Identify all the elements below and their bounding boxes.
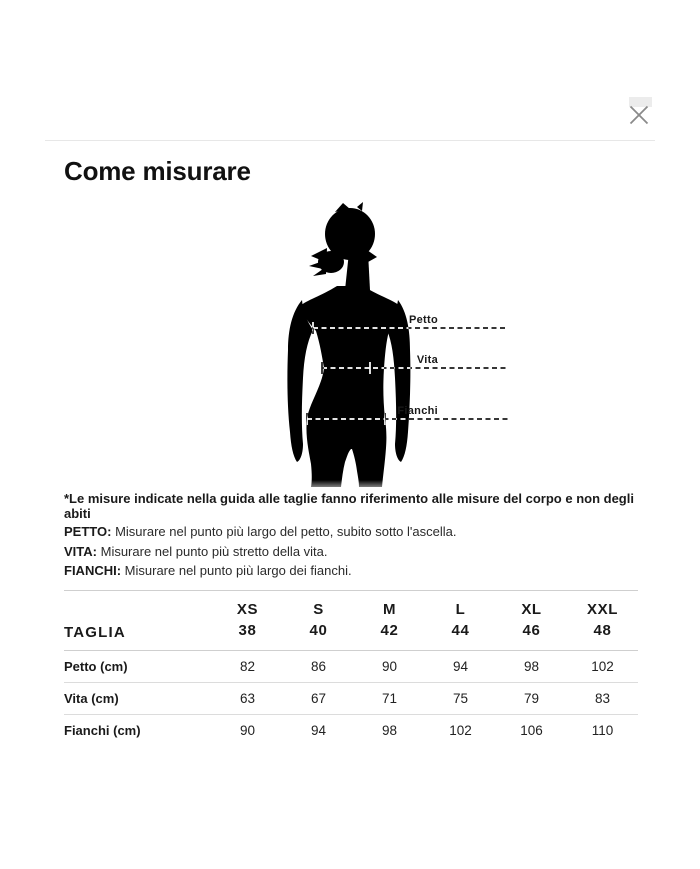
petto-label: Petto <box>409 314 438 326</box>
measure-note: *Le misure indicate nella guida alle taglie fanno riferimento alle misure del corpo e non degli abiti <box>64 491 634 521</box>
table-cell: 98 <box>523 659 540 674</box>
row-label: Vita (cm) <box>64 691 119 706</box>
definition-desc: Misurare nel punto più largo dei fianchi. <box>124 563 352 578</box>
definition-term: FIANCHI: <box>64 563 122 578</box>
table-cell: 79 <box>523 691 540 706</box>
definition-petto <box>64 522 664 542</box>
definition-desc: Misurare nel punto più largo del petto, subito sotto l'ascella. <box>115 524 457 539</box>
measure-definitions <box>64 522 664 581</box>
close-button[interactable] <box>626 102 652 128</box>
table-cell: 86 <box>310 659 327 674</box>
table-header-row <box>64 591 638 651</box>
table-cell: 94 <box>452 659 469 674</box>
table-cell: 67 <box>310 691 327 706</box>
column-header-xl: XL 46 <box>521 601 542 639</box>
table-header-taglia: TAGLIA <box>64 624 126 641</box>
close-icon <box>629 105 649 125</box>
table-cell: 94 <box>310 723 327 738</box>
size-table <box>64 590 638 746</box>
table-row-fianchi <box>64 715 638 747</box>
column-header-s: S 40 <box>309 601 328 639</box>
table-cell: 71 <box>381 691 398 706</box>
definition-term: PETTO: <box>64 524 112 539</box>
column-header-l: L 44 <box>451 601 470 639</box>
header-divider <box>45 140 655 141</box>
table-cell: 98 <box>381 723 398 738</box>
definition-vita <box>64 542 664 562</box>
table-cell: 83 <box>594 691 611 706</box>
dialog-title: Come misurare <box>64 156 251 186</box>
definition-term: VITA: <box>64 543 97 559</box>
column-header-xs: XS 38 <box>236 601 259 639</box>
table-cell: 75 <box>452 691 469 706</box>
table-cell: 102 <box>591 659 614 674</box>
table-cell: 110 <box>591 723 614 738</box>
table-cell: 82 <box>239 659 256 674</box>
table-cell: 102 <box>449 723 472 738</box>
column-header-xxl: XXL 48 <box>587 601 618 639</box>
definition-fianchi <box>64 561 664 581</box>
table-cell: 90 <box>381 659 398 674</box>
table-row-vita <box>64 683 638 715</box>
table-cell: 106 <box>520 723 543 738</box>
table-cell: 63 <box>239 691 256 706</box>
fianchi-label: Fianchi <box>397 405 438 417</box>
silhouette-shape <box>287 202 410 487</box>
table-cell: 90 <box>239 723 256 738</box>
column-header-m: M 42 <box>380 601 399 639</box>
row-label: Petto (cm) <box>64 659 128 674</box>
table-row-petto <box>64 651 638 683</box>
female-silhouette-diagram <box>265 200 515 492</box>
definition-desc: Misurare nel punto più stretto della vita. <box>100 543 328 559</box>
vita-label: Vita <box>416 354 438 366</box>
row-label: Fianchi (cm) <box>64 723 141 738</box>
body-measurement-figure <box>265 200 515 492</box>
